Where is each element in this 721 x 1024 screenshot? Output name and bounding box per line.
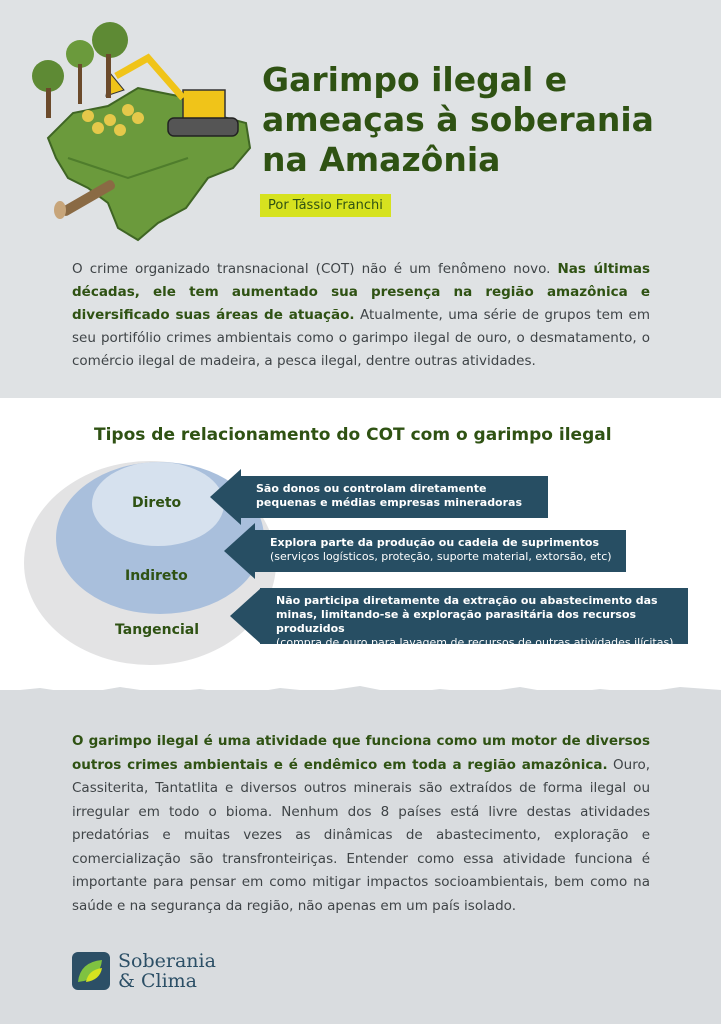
torn-edge-top (0, 392, 721, 418)
logo-line-2: & Clima (118, 970, 197, 992)
box-tangencial-bold: Não participa diretamente da extração ou abastecimento das minas, limitando-se à exploração parasitária dos recursos produzidos (276, 594, 658, 635)
outro-bold: O garimpo ilegal é uma atividade que funciona como um motor de diversos outros crimes ambientais e é endêmico em toda a região amazônica. (72, 733, 650, 773)
box-direto-text: São donos ou controlam diretamente pequenas e médias empresas mineradoras (256, 482, 523, 509)
amazon-mining-illustration-icon (18, 18, 258, 248)
intro-lead: O crime organizado transnacional (COT) não é um fenômeno novo. (72, 261, 558, 277)
page-title: Garimpo ilegal e ameaças à soberania na Amazônia (262, 60, 654, 179)
torn-edge-bottom (0, 680, 721, 706)
author-badge: Por Tássio Franchi (260, 194, 391, 217)
diagram-title: Tipos de relacionamento do COT com o garimpo ilegal (94, 425, 612, 445)
outro-rest: Ouro, Cassiterita, Tantatlita e diversos outros minerais são extraídos de forma ilegal ou irregular em todo o bioma. Nenhum dos 8 países está livre destas atividades predatórias e muitas vezes as dinâmicas de abastecimento, exploração e comercialização são transfronteiriças. Entender como essa atividade funciona é importante para pensar em como mitigar impactos socioambientais, bem como na saúde e na segurança da região, não apenas em um país isolado. (72, 756, 651, 914)
level-tangencial: Tangencial (115, 622, 199, 638)
soberania-clima-logo (72, 950, 272, 994)
box-tangencial-normal: (compra de ouro para lavagem de recursos de outras atividades ilícitas) (276, 636, 674, 649)
box-indireto-normal: (serviços logísticos, proteção, suporte material, extorsão, etc) (270, 550, 612, 563)
intro-paragraph (72, 258, 650, 373)
box-direto (240, 476, 548, 518)
box-tangencial (260, 588, 688, 649)
box-indireto-bold: Explora parte da produção ou cadeia de suprimentos (270, 536, 600, 549)
box-indireto (254, 530, 626, 572)
soberania-clima-logo-mark-icon (72, 952, 110, 990)
intro-rest: Atualmente, uma série de grupos tem em seu portifólio crimes ambientais como o garimpo ilegal de ouro, o desmatamento, o comércio ilegal de madeira, a pesca ilegal, dentre outras atividades. (72, 307, 651, 369)
closing-paragraph (72, 730, 650, 918)
intro-bold: Nas últimas décadas, ele tem aumentado sua presença na região amazônica e diversificado suas áreas de atuação. (72, 261, 650, 323)
level-direto: Direto (132, 495, 182, 511)
logo-line-1: Soberania (118, 950, 216, 972)
level-indireto: Indireto (125, 568, 188, 584)
